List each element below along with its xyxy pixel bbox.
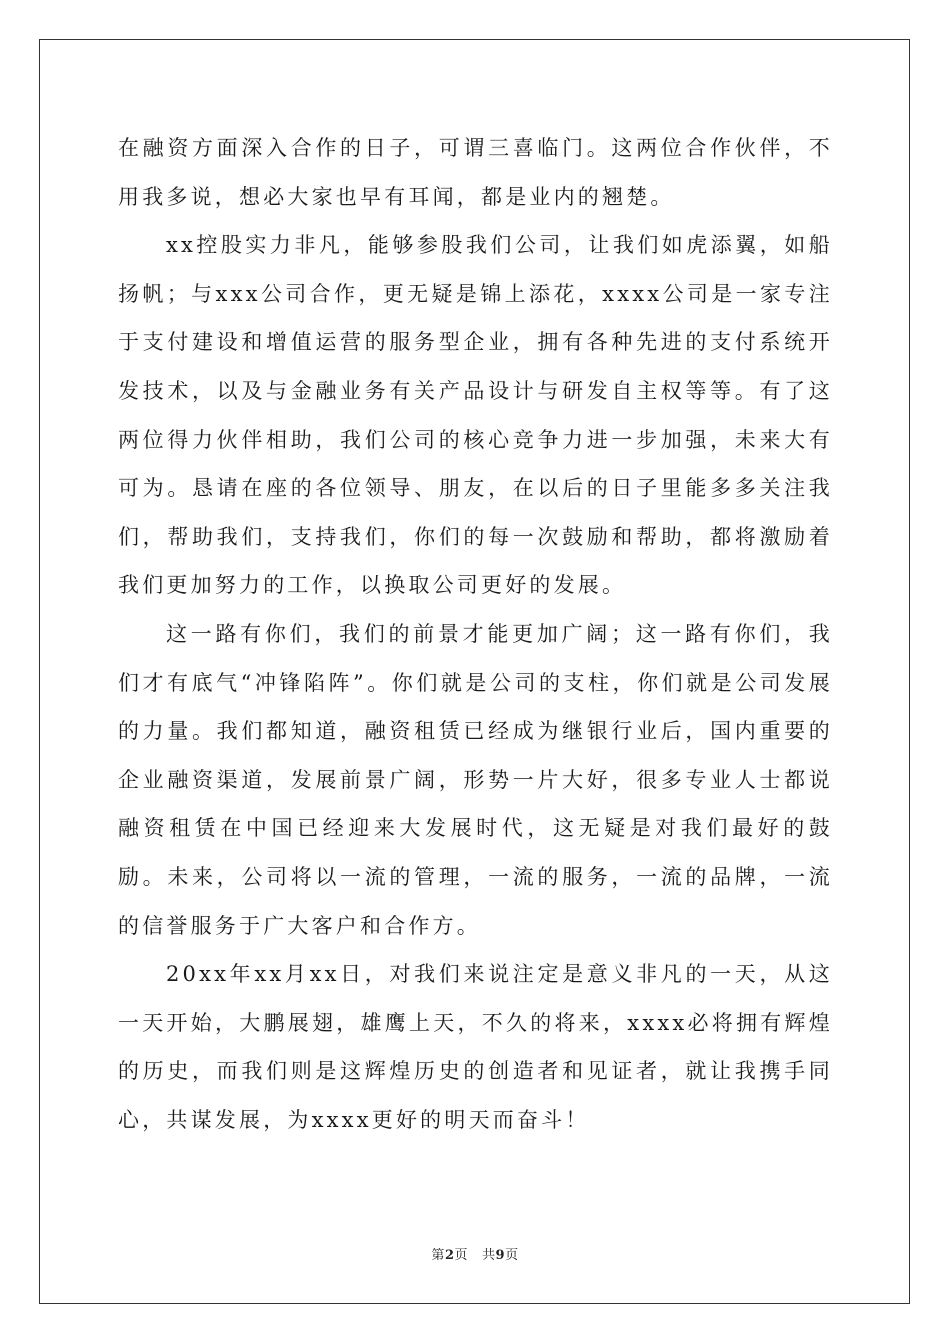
page-number-prefix: 第 bbox=[431, 1248, 445, 1263]
paragraph-3: 这一路有你们，我们的前景才能更加广阔；这一路有你们，我们才有底气“冲锋陷阵”。你们就是公司的支柱，你们就是公司发展的力量。我们都知道，融资租赁已经成为继银行业后，国内重要的企业融资渠道，发展前景广阔，形势一片大好，很多专业人士都说融资租赁在中国已经迎来大发展时代，这无疑是对我们最好的鼓励。未来，公司将以一流的管理，一流的服务，一流的品牌，一流的信誉服务于广大客户和合作方。 bbox=[118, 621, 833, 938]
document-body bbox=[118, 124, 833, 1144]
total-pages-prefix: 共 bbox=[482, 1248, 496, 1263]
page-footer bbox=[0, 1244, 950, 1263]
current-page-number: 2 bbox=[444, 1248, 455, 1263]
total-pages-number: 9 bbox=[495, 1248, 506, 1263]
paragraph-4: 20xx年xx月xx日，对我们来说注定是意义非凡的一天，从这一天开始，大鹏展翅，雄鹰上天，不久的将来，xxxx必将拥有辉煌的历史，而我们则是这辉煌历史的创造者和见证者，就让我携手同心，共谋发展，为xxxx更好的明天而奋斗！ bbox=[118, 962, 833, 1132]
total-pages-suffix: 页 bbox=[505, 1248, 519, 1263]
page-number-suffix: 页 bbox=[454, 1248, 468, 1263]
paragraph-2: xx控股实力非凡，能够参股我们公司，让我们如虎添翼，如船扬帆；与xxx公司合作，更无疑是锦上添花，xxxx公司是一家专注于支付建设和增值运营的服务型企业，拥有各种先进的支付系统开发技术，以及与金融业务有关产品设计与研发自主权等等。有了这两位得力伙伴相助，我们公司的核心竞争力进一步加强，未来大有可为。恳请在座的各位领导、朋友，在以后的日子里能多多关注我们，帮助我们，支持我们，你们的每一次鼓励和帮助，都将激励着我们更加努力的工作，以换取公司更好的发展。 bbox=[118, 233, 833, 598]
paragraph-1: 在融资方面深入合作的日子，可谓三喜临门。这两位合作伙伴，不用我多说，想必大家也早有耳闻，都是业内的翘楚。 bbox=[118, 136, 833, 209]
